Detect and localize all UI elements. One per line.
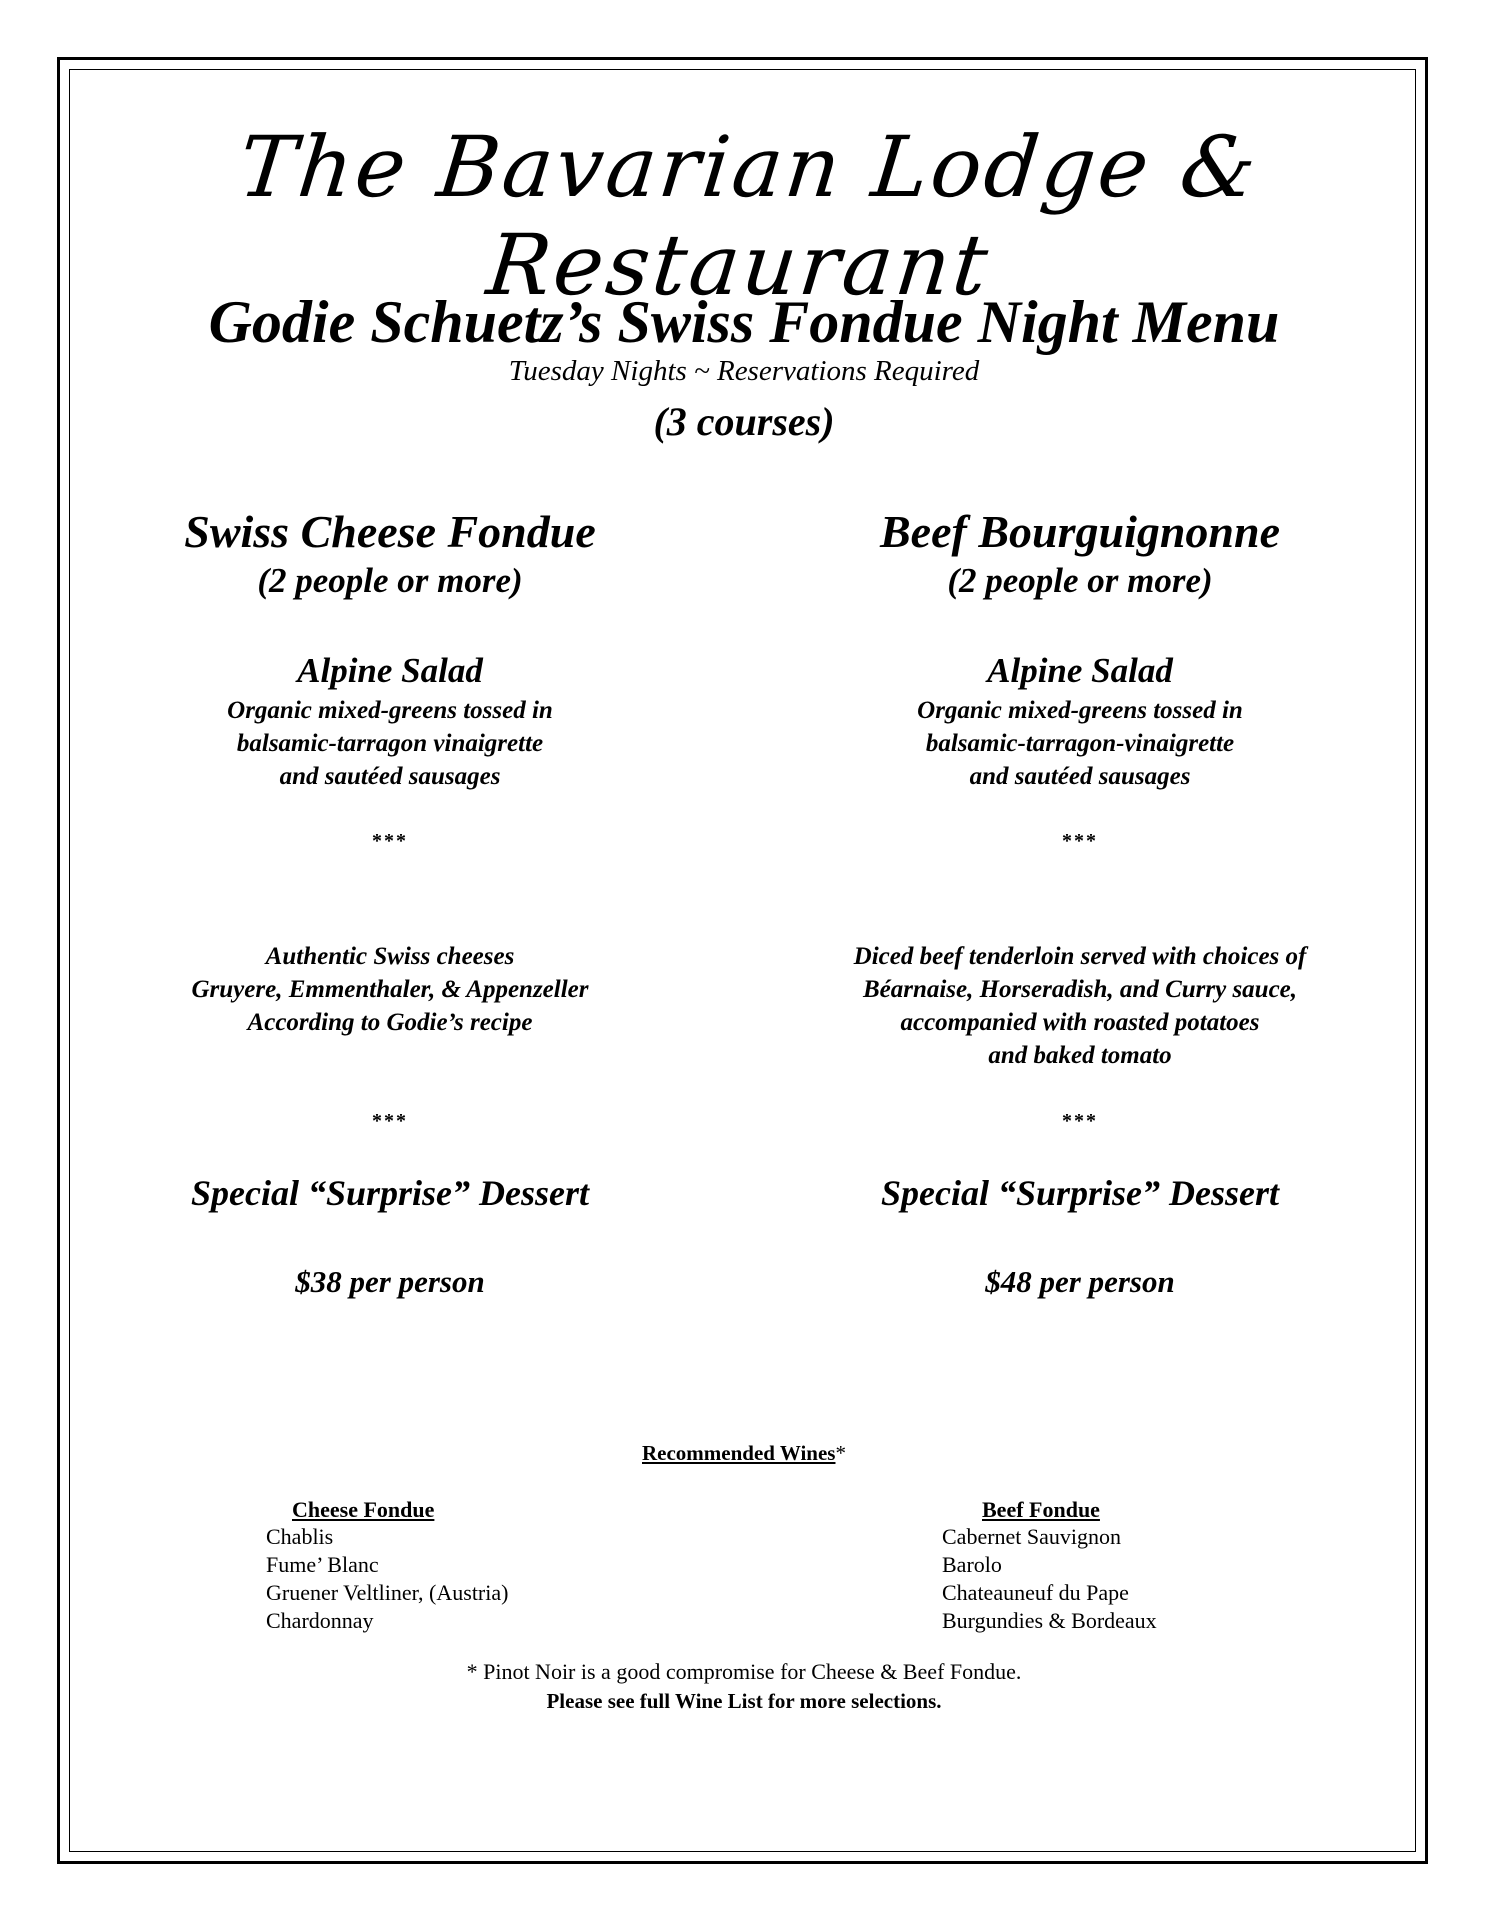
restaurant-name: The Bavarian Lodge & Restaurant [234, 118, 1264, 314]
right-salad-desc [780, 694, 1380, 793]
left-separator-1: *** [372, 830, 408, 852]
wine-item: Chardonnay [266, 1608, 374, 1633]
right-salad-desc-line: and sautéed sausages [969, 763, 1191, 790]
right-salad-desc-line: Organic mixed-greens tossed in [917, 697, 1243, 724]
left-price: $38 per person [295, 1264, 485, 1299]
wine-item: Gruener Veltliner, (Austria) [266, 1580, 509, 1605]
beef-fondue-wines-title: Beef Fondue [982, 1497, 1100, 1522]
wine-item: Barolo [942, 1552, 1002, 1577]
cheese-fondue-wines-title: Cheese Fondue [292, 1497, 435, 1522]
right-main-desc-line: and baked tomato [988, 1042, 1172, 1069]
cheese-fondue-title: Swiss Cheese Fondue [184, 506, 596, 557]
menu-title: Godie Schuetz’s Swiss Fondue Night Menu [208, 289, 1280, 355]
recommended-wines-mark: * [835, 1441, 846, 1465]
left-salad-desc-line: and sautéed sausages [279, 763, 501, 790]
left-salad-desc [120, 694, 660, 793]
beef-bourguignonne-note: (2 people or more) [947, 561, 1213, 600]
menu-subtitle: Tuesday Nights ~ Reservations Required [508, 355, 980, 387]
right-main-desc-line: accompanied with roasted potatoes [900, 1009, 1260, 1036]
wine-item: Burgundies & Bordeaux [942, 1608, 1157, 1633]
pinot-noir-footnote: * Pinot Noir is a good compromise for Cheese & Beef Fondue. [466, 1659, 1022, 1684]
right-separator-2: *** [1062, 1110, 1098, 1132]
recommended-wines-label: Recommended Wines [642, 1441, 836, 1465]
beef-fondue-wines [942, 1497, 1342, 1635]
right-price: $48 per person [985, 1264, 1175, 1299]
left-separator-2: *** [372, 1110, 408, 1132]
wine-item: Fume’ Blanc [266, 1552, 379, 1577]
left-salad-title: Alpine Salad [297, 651, 483, 690]
left-main-desc-line: Authentic Swiss cheeses [265, 943, 515, 970]
wine-item: Cabernet Sauvignon [942, 1524, 1122, 1549]
cheese-fondue-wines [266, 1497, 746, 1635]
left-salad-desc-line: Organic mixed-greens tossed in [227, 697, 553, 724]
right-separator-1: *** [1062, 830, 1098, 852]
left-dessert: Special “Surprise” Dessert [190, 1173, 590, 1213]
right-main-desc-line: Diced beef tenderloin served with choices of [853, 943, 1307, 970]
right-salad-desc-line: balsamic-tarragon-vinaigrette [925, 730, 1235, 757]
wine-item: Chablis [266, 1524, 334, 1549]
beef-bourguignonne-title: Beef Bourguignonne [879, 506, 1281, 557]
right-main-desc-line: Béarnaise, Horseradish, and Curry sauce, [862, 976, 1298, 1003]
right-dessert: Special “Surprise” Dessert [880, 1173, 1280, 1213]
right-main-desc [780, 940, 1380, 1072]
left-salad-desc-line: balsamic-tarragon vinaigrette [236, 730, 544, 757]
left-main-desc-line: Gruyere, Emmenthaler, & Appenzeller [191, 976, 589, 1003]
wine-list-note: Please see full Wine List for more selections. [546, 1689, 942, 1713]
right-salad-title: Alpine Salad [987, 651, 1173, 690]
courses-count: (3 courses) [653, 399, 835, 444]
left-main-desc [120, 940, 660, 1039]
cheese-fondue-note: (2 people or more) [257, 561, 523, 600]
recommended-wines-heading [70, 1441, 1418, 1466]
wine-item: Chateauneuf du Pape [942, 1580, 1129, 1605]
left-main-desc-line: According to Godie’s recipe [247, 1009, 533, 1036]
